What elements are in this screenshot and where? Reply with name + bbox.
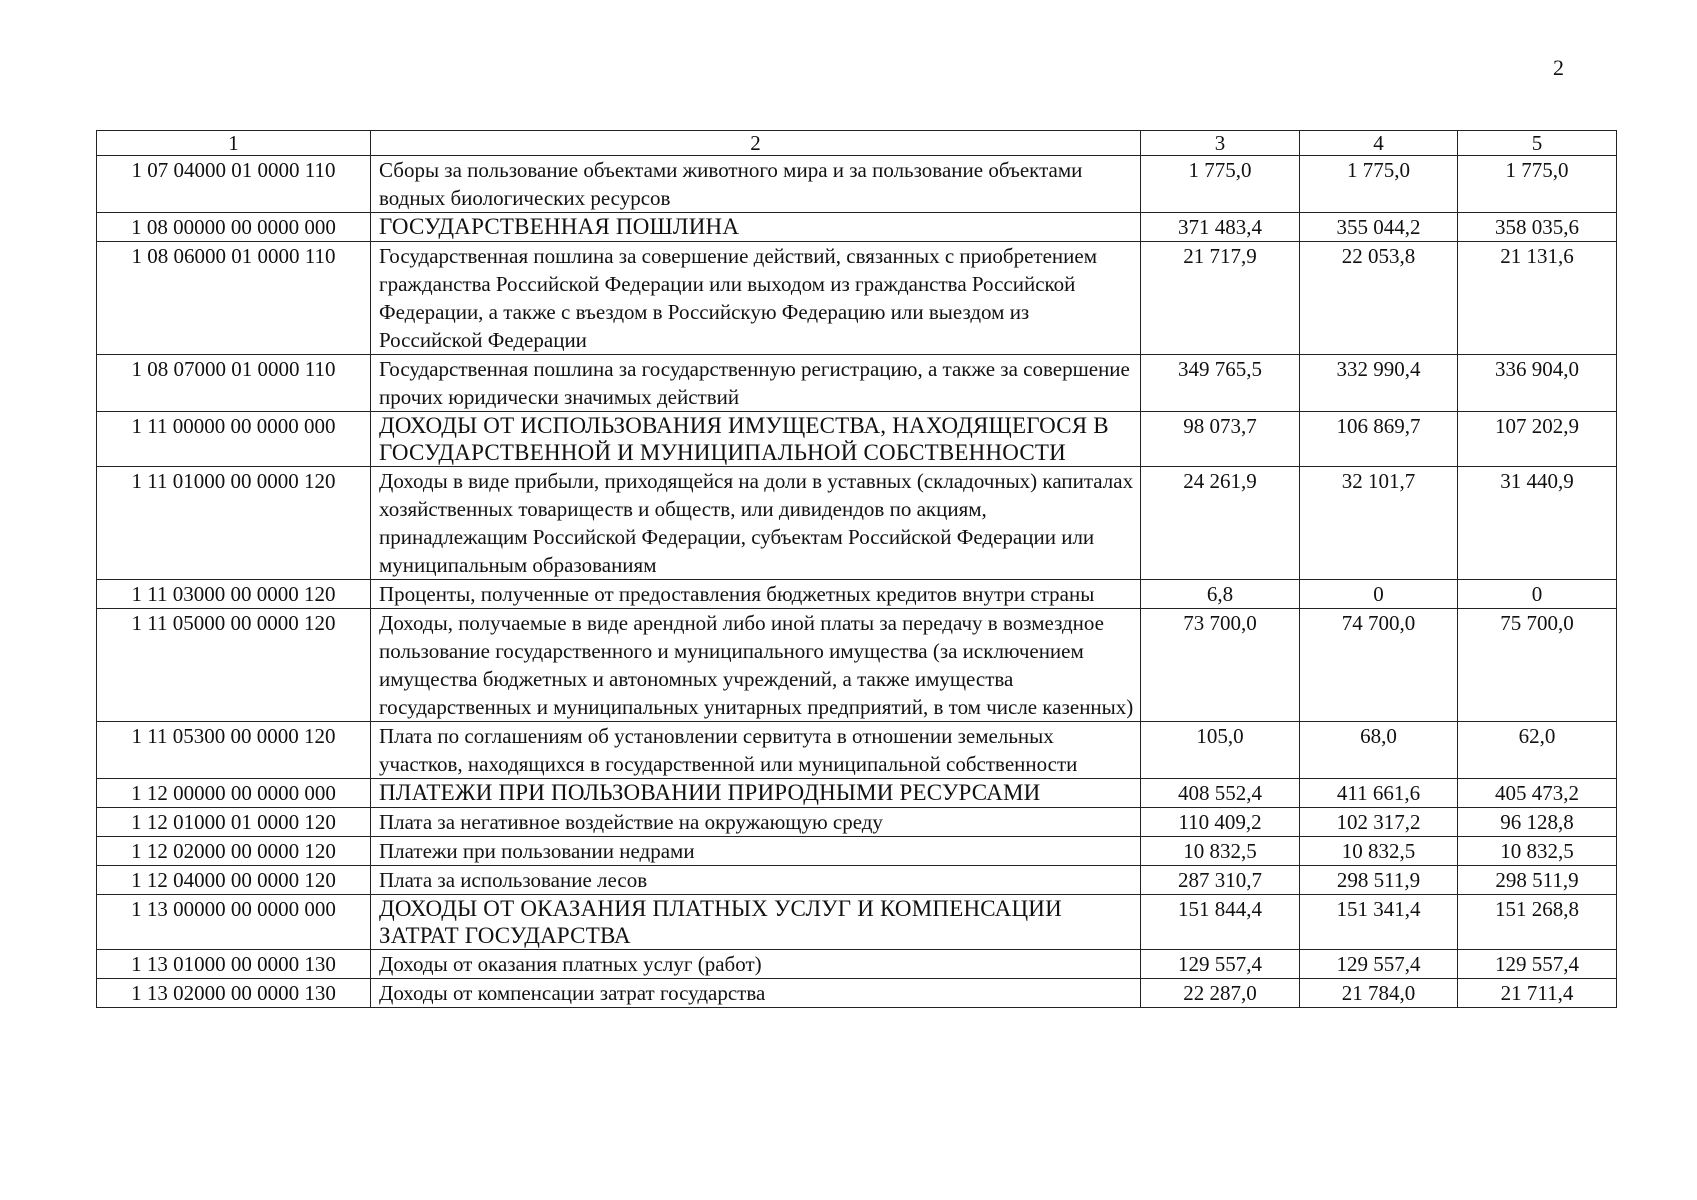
row-value-col4: 355 044,2 xyxy=(1300,213,1458,242)
row-value-col5: 10 832,5 xyxy=(1458,837,1617,866)
header-col-1: 1 xyxy=(97,131,371,156)
row-name: ПЛАТЕЖИ ПРИ ПОЛЬЗОВАНИИ ПРИРОДНЫМИ РЕСУРСАМИ xyxy=(371,779,1141,808)
row-value-col4: 68,0 xyxy=(1300,722,1458,779)
row-value-col5: 31 440,9 xyxy=(1458,467,1617,580)
row-value-col4: 129 557,4 xyxy=(1300,950,1458,979)
row-name: Государственная пошлина за совершение действий, связанных с приобретением гражданства Российской Федерации или выходом из гражданства Российской Федерации, а также с въездом в Российскую Федерацию или выездом из Российской Федерации xyxy=(371,242,1141,355)
row-value-col5: 298 511,9 xyxy=(1458,866,1617,895)
row-name: ДОХОДЫ ОТ ИСПОЛЬЗОВАНИЯ ИМУЩЕСТВА, НАХОДЯЩЕГОСЯ В ГОСУДАРСТВЕННОЙ И МУНИЦИПАЛЬНОЙ СОБСТВЕННОСТИ xyxy=(371,412,1141,467)
row-value-col3: 73 700,0 xyxy=(1141,609,1300,722)
row-value-col3: 98 073,7 xyxy=(1141,412,1300,467)
row-code: 1 08 06000 01 0000 110 xyxy=(97,242,371,355)
table-row xyxy=(97,213,1617,242)
table-row xyxy=(97,979,1617,1008)
row-value-col3: 129 557,4 xyxy=(1141,950,1300,979)
table-row xyxy=(97,866,1617,895)
row-value-col3: 10 832,5 xyxy=(1141,837,1300,866)
row-value-col4: 74 700,0 xyxy=(1300,609,1458,722)
row-value-col3: 22 287,0 xyxy=(1141,979,1300,1008)
row-code: 1 13 01000 00 0000 130 xyxy=(97,950,371,979)
row-value-col3: 1 775,0 xyxy=(1141,156,1300,213)
table-row xyxy=(97,156,1617,213)
row-value-col3: 287 310,7 xyxy=(1141,866,1300,895)
row-value-col4: 1 775,0 xyxy=(1300,156,1458,213)
row-name: Плата за использование лесов xyxy=(371,866,1141,895)
row-value-col5: 405 473,2 xyxy=(1458,779,1617,808)
page-number: 2 xyxy=(1553,55,1564,80)
table-row xyxy=(97,722,1617,779)
row-value-col5: 358 035,6 xyxy=(1458,213,1617,242)
row-value-col3: 105,0 xyxy=(1141,722,1300,779)
row-value-col5: 0 xyxy=(1458,580,1617,609)
row-value-col4: 32 101,7 xyxy=(1300,467,1458,580)
row-name: Доходы от компенсации затрат государства xyxy=(371,979,1141,1008)
table-row xyxy=(97,895,1617,950)
row-value-col3: 408 552,4 xyxy=(1141,779,1300,808)
row-code: 1 12 02000 00 0000 120 xyxy=(97,837,371,866)
row-value-col4: 22 053,8 xyxy=(1300,242,1458,355)
table-header xyxy=(97,131,1617,156)
row-value-col3: 6,8 xyxy=(1141,580,1300,609)
row-value-col3: 371 483,4 xyxy=(1141,213,1300,242)
table-row xyxy=(97,950,1617,979)
row-name: Сборы за пользование объектами животного мира и за пользование объектами водных биологических ресурсов xyxy=(371,156,1141,213)
row-code: 1 11 03000 00 0000 120 xyxy=(97,580,371,609)
row-value-col4: 10 832,5 xyxy=(1300,837,1458,866)
row-code: 1 08 07000 01 0000 110 xyxy=(97,355,371,412)
row-value-col4: 102 317,2 xyxy=(1300,808,1458,837)
row-code: 1 11 05300 00 0000 120 xyxy=(97,722,371,779)
row-value-col5: 21 711,4 xyxy=(1458,979,1617,1008)
row-name: Доходы от оказания платных услуг (работ) xyxy=(371,950,1141,979)
row-value-col4: 411 661,6 xyxy=(1300,779,1458,808)
row-code: 1 11 05000 00 0000 120 xyxy=(97,609,371,722)
row-value-col5: 129 557,4 xyxy=(1458,950,1617,979)
header-col-5: 5 xyxy=(1458,131,1617,156)
row-code: 1 12 04000 00 0000 120 xyxy=(97,866,371,895)
table-row xyxy=(97,355,1617,412)
row-code: 1 07 04000 01 0000 110 xyxy=(97,156,371,213)
row-code: 1 13 02000 00 0000 130 xyxy=(97,979,371,1008)
row-value-col5: 75 700,0 xyxy=(1458,609,1617,722)
row-value-col5: 62,0 xyxy=(1458,722,1617,779)
row-code: 1 08 00000 00 0000 000 xyxy=(97,213,371,242)
row-value-col5: 336 904,0 xyxy=(1458,355,1617,412)
row-name: ГОСУДАРСТВЕННАЯ ПОШЛИНА xyxy=(371,213,1141,242)
header-col-4: 4 xyxy=(1300,131,1458,156)
row-code: 1 12 00000 00 0000 000 xyxy=(97,779,371,808)
table-row xyxy=(97,467,1617,580)
row-value-col5: 96 128,8 xyxy=(1458,808,1617,837)
row-name: Платежи при пользовании недрами xyxy=(371,837,1141,866)
row-value-col4: 151 341,4 xyxy=(1300,895,1458,950)
table-row xyxy=(97,242,1617,355)
row-value-col4: 0 xyxy=(1300,580,1458,609)
table-row xyxy=(97,837,1617,866)
row-code: 1 13 00000 00 0000 000 xyxy=(97,895,371,950)
table-row xyxy=(97,412,1617,467)
table-body xyxy=(97,156,1617,1008)
table-row xyxy=(97,808,1617,837)
table-row xyxy=(97,779,1617,808)
row-value-col5: 21 131,6 xyxy=(1458,242,1617,355)
row-code: 1 11 00000 00 0000 000 xyxy=(97,412,371,467)
table-row xyxy=(97,609,1617,722)
row-name: Государственная пошлина за государственную регистрацию, а также за совершение прочих юридически значимых действий xyxy=(371,355,1141,412)
row-name: ДОХОДЫ ОТ ОКАЗАНИЯ ПЛАТНЫХ УСЛУГ И КОМПЕНСАЦИИ ЗАТРАТ ГОСУДАРСТВА xyxy=(371,895,1141,950)
row-value-col3: 349 765,5 xyxy=(1141,355,1300,412)
table-row xyxy=(97,580,1617,609)
row-value-col5: 1 775,0 xyxy=(1458,156,1617,213)
revenue-table xyxy=(96,130,1617,1008)
row-value-col3: 151 844,4 xyxy=(1141,895,1300,950)
row-value-col3: 110 409,2 xyxy=(1141,808,1300,837)
row-value-col4: 106 869,7 xyxy=(1300,412,1458,467)
row-code: 1 12 01000 01 0000 120 xyxy=(97,808,371,837)
row-value-col5: 151 268,8 xyxy=(1458,895,1617,950)
row-value-col3: 21 717,9 xyxy=(1141,242,1300,355)
row-value-col4: 298 511,9 xyxy=(1300,866,1458,895)
row-value-col4: 332 990,4 xyxy=(1300,355,1458,412)
row-value-col4: 21 784,0 xyxy=(1300,979,1458,1008)
row-value-col5: 107 202,9 xyxy=(1458,412,1617,467)
header-row xyxy=(97,131,1617,156)
header-col-2: 2 xyxy=(371,131,1141,156)
row-name: Проценты, полученные от предоставления бюджетных кредитов внутри страны xyxy=(371,580,1141,609)
row-name: Доходы в виде прибыли, приходящейся на доли в уставных (складочных) капиталах хозяйственных товариществ и обществ, или дивидендов по акциям, принадлежащим Российской Федерации, субъектам Российской Федерации или муниципальным образованиям xyxy=(371,467,1141,580)
row-code: 1 11 01000 00 0000 120 xyxy=(97,467,371,580)
row-value-col3: 24 261,9 xyxy=(1141,467,1300,580)
row-name: Плата за негативное воздействие на окружающую среду xyxy=(371,808,1141,837)
row-name: Плата по соглашениям об установлении сервитута в отношении земельных участков, находящихся в государственной или муниципальной собственности xyxy=(371,722,1141,779)
header-col-3: 3 xyxy=(1141,131,1300,156)
row-name: Доходы, получаемые в виде арендной либо иной платы за передачу в возмездное пользование государственного и муниципального имущества (за исключением имущества бюджетных и автономных учреждений, а также имущества государственных и муниципальных унитарных предприятий, в том числе казенных) xyxy=(371,609,1141,722)
